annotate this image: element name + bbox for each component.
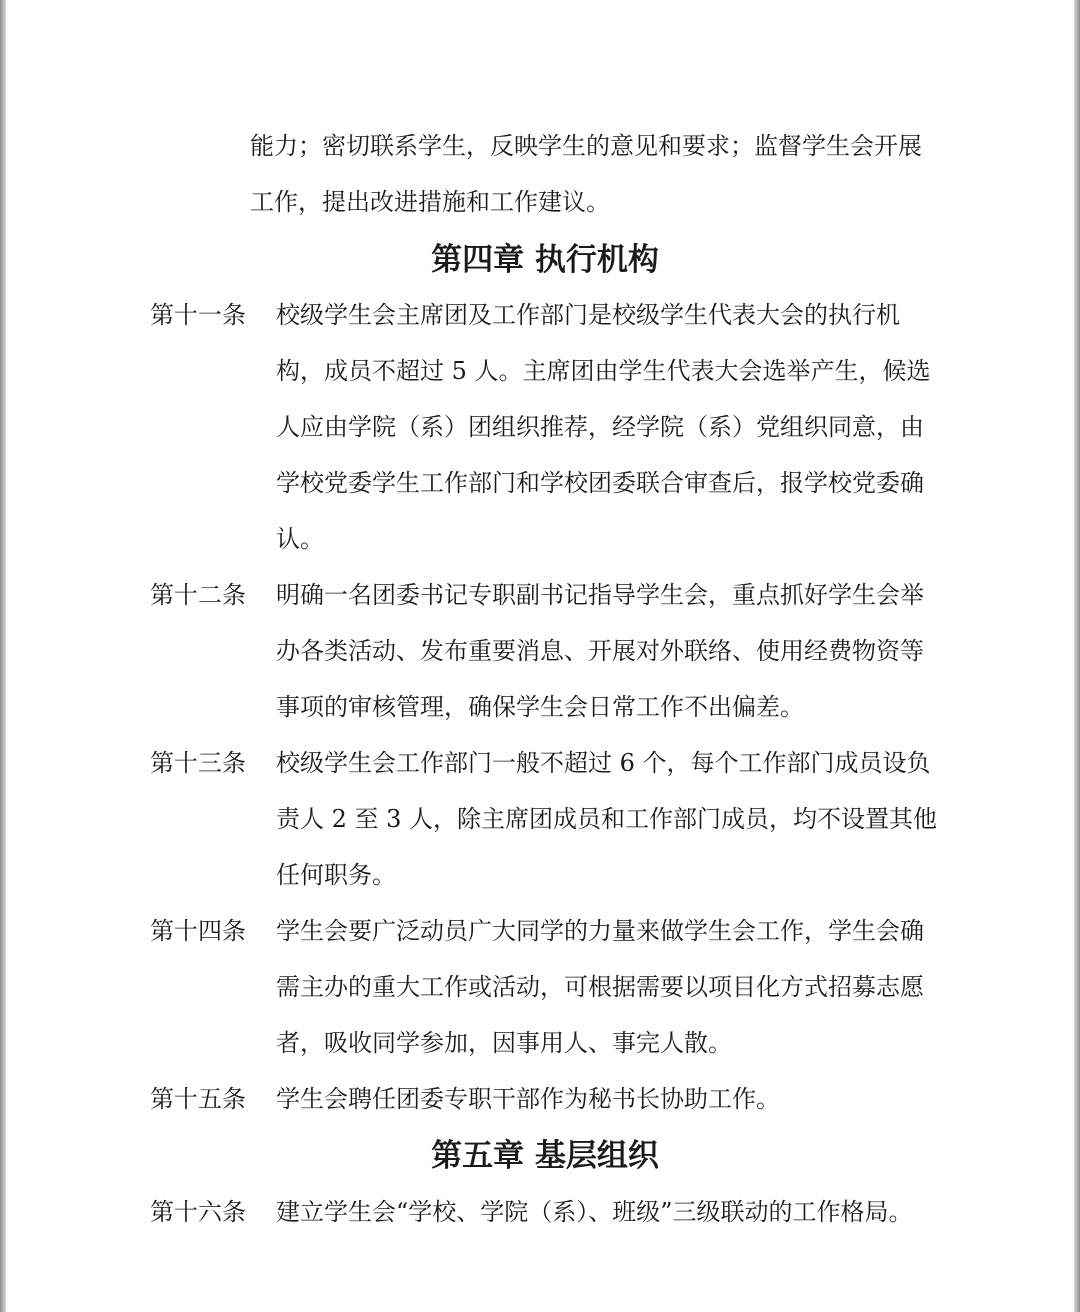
article-12-line-2: 办各类活动、发布重要消息、开展对外联络、使用经费物资等 [276, 637, 924, 665]
intro-line-1: 能力；密切联系学生，反映学生的意见和要求；监督学生会开展 [250, 132, 922, 160]
article-11-line-5: 认。 [276, 525, 324, 553]
article-14-line-1: 学生会要广泛动员广大同学的力量来做学生会工作，学生会确 [276, 917, 924, 945]
article-11-line-2: 构，成员不超过 5 人。主席团由学生代表大会选举产生，候选 [276, 357, 931, 385]
article-11-line-1: 校级学生会主席团及工作部门是校级学生代表大会的执行机 [276, 301, 900, 329]
article-13-label: 第十三条 [150, 749, 246, 777]
article-13-line-1: 校级学生会工作部门一般不超过 6 个，每个工作部门成员设负 [276, 749, 931, 777]
page-edge-left [0, 0, 6, 1312]
chapter-5-title: 第五章 基层组织 [431, 1138, 659, 1174]
page-edge-right [1074, 0, 1080, 1312]
article-14-line-3: 者，吸收同学参加，因事用人、事完人散。 [276, 1029, 732, 1057]
article-15-label: 第十五条 [150, 1085, 246, 1113]
article-13-line-3: 任何职务。 [276, 861, 396, 889]
article-14-line-2: 需主办的重大工作或活动，可根据需要以项目化方式招募志愿 [276, 973, 924, 1001]
article-12-line-3: 事项的审核管理，确保学生会日常工作不出偏差。 [276, 693, 804, 721]
chapter-4-title: 第四章 执行机构 [431, 242, 659, 278]
article-11-line-3: 人应由学院（系）团组织推荐，经学院（系）党组织同意，由 [276, 413, 924, 441]
article-15-line-1: 学生会聘任团委专职干部作为秘书长协助工作。 [276, 1085, 780, 1113]
article-16-label: 第十六条 [150, 1198, 246, 1226]
article-13-line-2: 责人 2 至 3 人，除主席团成员和工作部门成员，均不设置其他 [276, 805, 938, 833]
article-12-line-1: 明确一名团委书记专职副书记指导学生会，重点抓好学生会举 [276, 581, 924, 609]
article-11-line-4: 学校党委学生工作部门和学校团委联合审查后，报学校党委确 [276, 469, 924, 497]
intro-line-2: 工作，提出改进措施和工作建议。 [250, 188, 610, 216]
article-11-label: 第十一条 [150, 301, 246, 329]
article-16-line-1: 建立学生会“学校、学院（系）、班级”三级联动的工作格局。 [276, 1198, 913, 1226]
article-12-label: 第十二条 [150, 581, 246, 609]
article-14-label: 第十四条 [150, 917, 246, 945]
